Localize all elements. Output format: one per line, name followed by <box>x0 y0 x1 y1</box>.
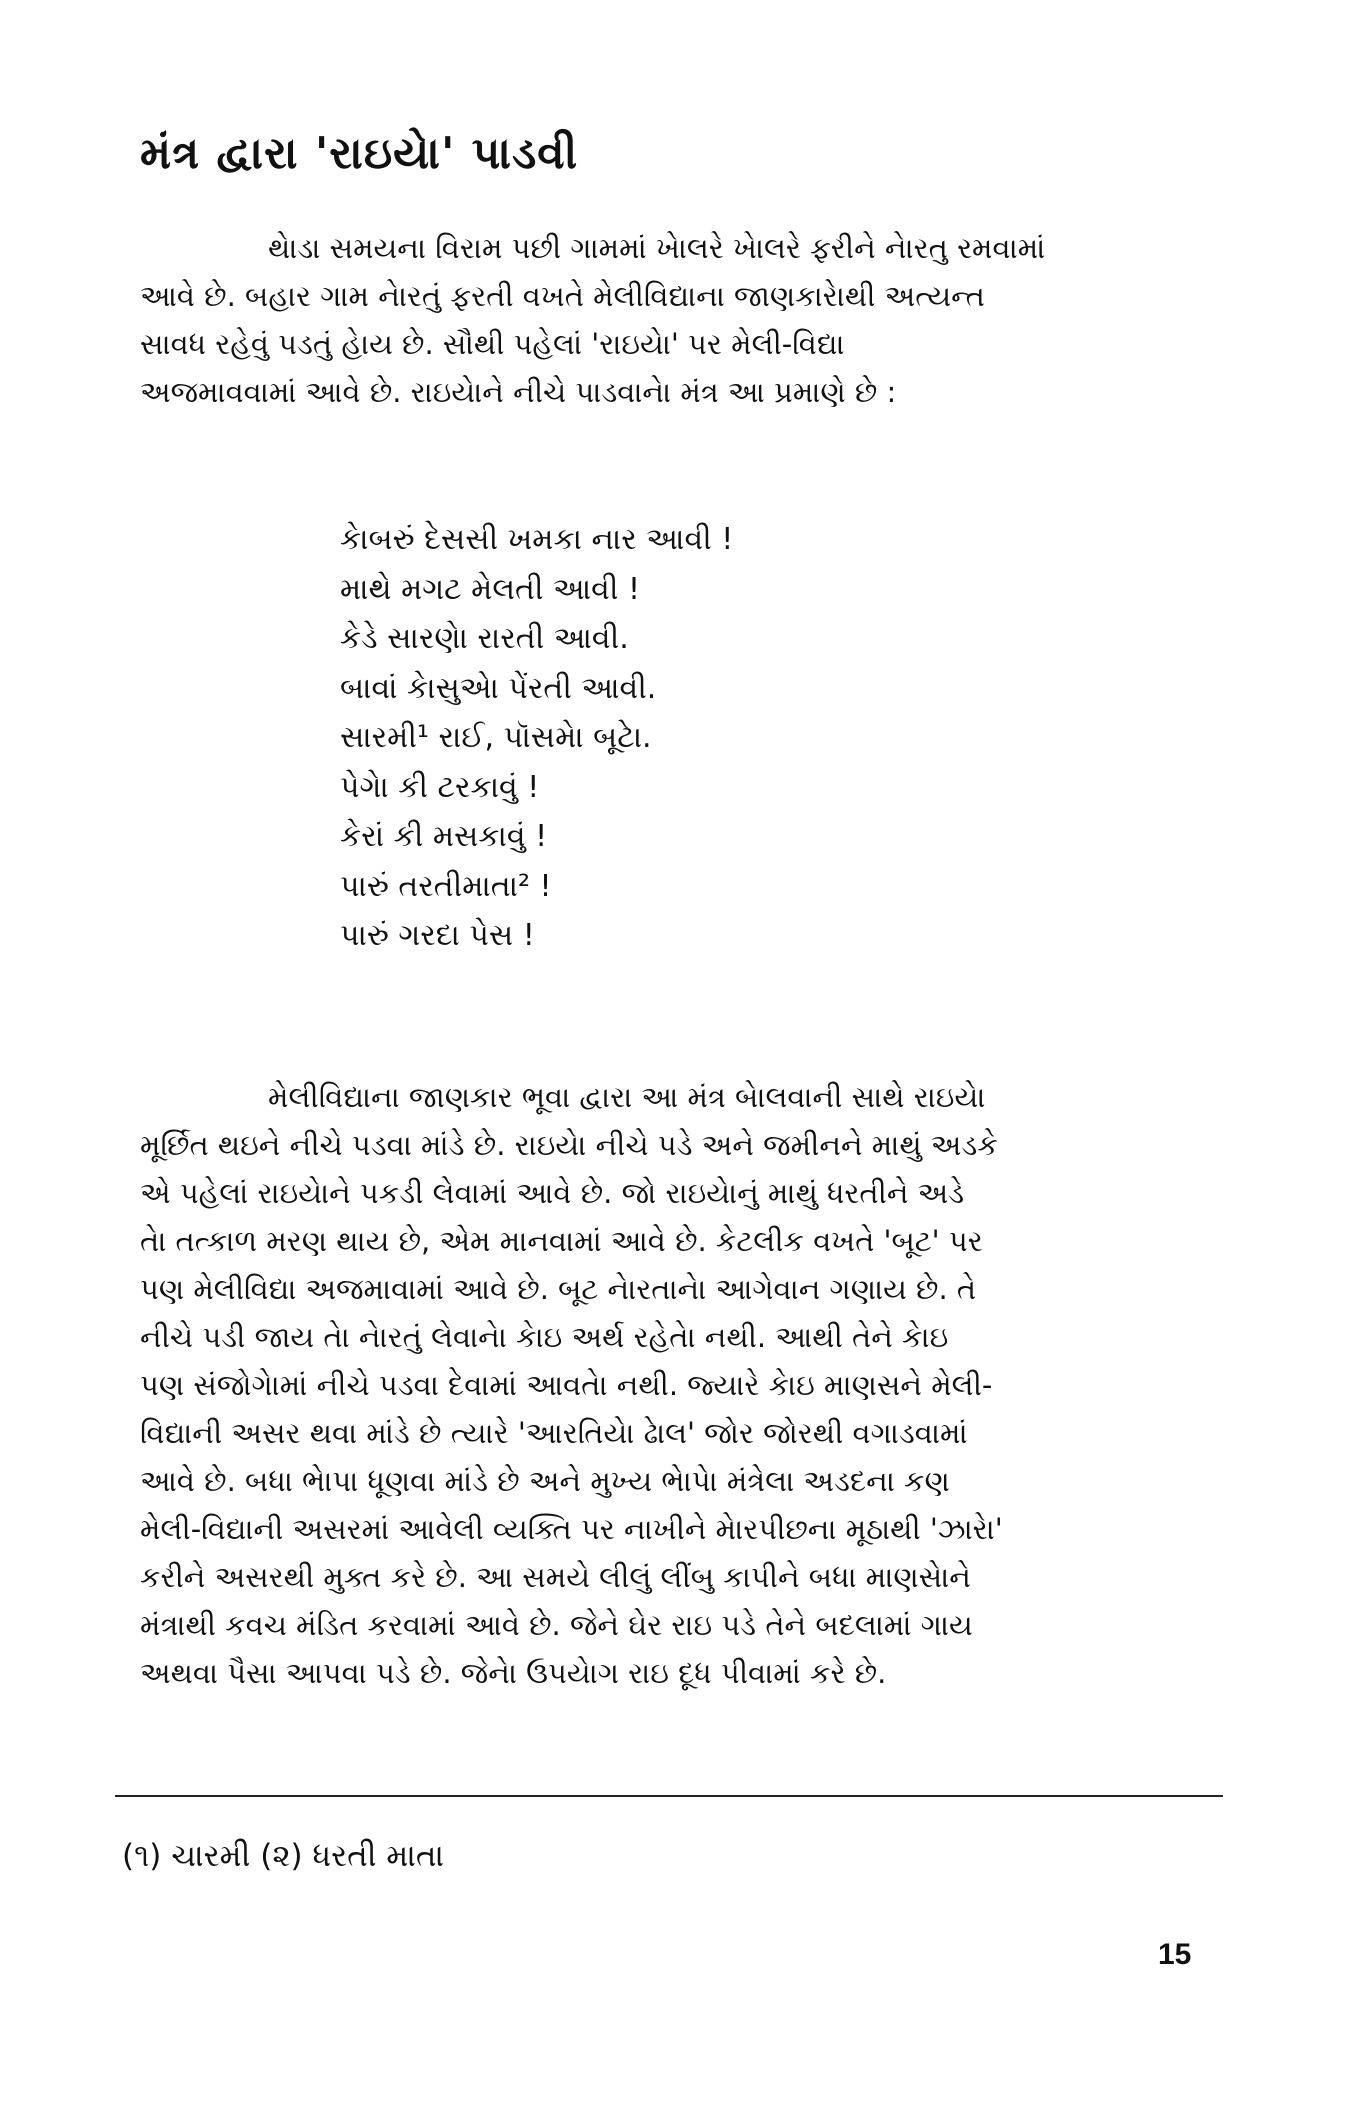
page-heading: મંત્ર દ્વારા 'રાઇયેા' પાડવી <box>140 128 579 179</box>
intro-line: અજમાવવામાં આવે છે. રાઇયેાને નીચે પાડવાનેા મંત્ર આ પ્રમાણે છે : <box>140 375 897 409</box>
body-line: મૂર્છિત થઇને નીચે પડવા માંડે છે. રાઇયેા નીચે પડે અને જમીનને માથું અડકે <box>140 1128 998 1162</box>
mantra-line: બાવાં કેાસુએા પેંરતી આવી. <box>340 670 657 706</box>
body-line: અથવા પૈસા આપવા પડે છે. જેનેા ઉપયેાગ રાઇ દૂધ પીવામાં કરે છે. <box>140 1656 887 1690</box>
mantra-line: કેાબરું દેસસી ખમકા નાર આવી ! <box>340 522 734 557</box>
body-line: એ પહેલાં રાઇયેાને પકડી લેવામાં આવે છે. જો રાઇયેાનું માથું ધરતીને અડે <box>140 1176 965 1210</box>
mantra-line: પારું ગરદા પેસ ! <box>340 918 535 953</box>
body-line: વિદ્યાની અસર થવા માંડે છે ત્યારે 'આરતિયેા ઢેાલ' જોર જોરથી વગાડવામાં <box>140 1416 968 1450</box>
body-line: મેલીવિદ્યાના જાણકાર ભૂવા દ્વારા આ મંત્ર બેાલવાની સાથે રાઇયેા <box>268 1080 986 1114</box>
mantra-line: સારમી¹ રાઈ, પૉસમેા બૂટેા. <box>340 720 652 755</box>
intro-line: સાવધ રહેવું પડતું હેાય છે. સૌથી પહેલાં 'રાઇયેા' પર મેલી-વિદ્યા <box>140 327 845 361</box>
mantra-line: માથે મગટ મેલતી આવી ! <box>340 571 641 607</box>
footnote: (૧) ચારમી (૨) ધરતી માતા <box>122 1838 445 1874</box>
mantra-line: પેગેા કી ટરકાવું ! <box>340 769 540 805</box>
body-line: પણ મેલીવિદ્યા અજમાવામાં આવે છે. બૂટ નેારતાનેા આગેવાન ગણાય છે. તે <box>140 1272 977 1306</box>
footnote-divider <box>115 1795 1223 1797</box>
intro-line: થેાડા સમયના વિરામ પછી ગામમાં ખેાલરે ખેાલરે ફરીને નેારતુ રમવામાં <box>268 231 1046 265</box>
body-line: તેા તત્કાળ મરણ થાય છે, એમ માનવામાં આવે છે. કેટલીક વખતે 'બૂટ' પર <box>140 1224 983 1258</box>
mantra-line: કેડે સારણેા રારતી આવી. <box>340 621 629 656</box>
mantra-line: કેરાં કી મસકાવું ! <box>340 819 548 854</box>
intro-paragraph <box>140 224 1228 416</box>
body-line: પણ સંજોગેામાં નીચે પડવા દેવામાં આવતેા નથી. જ્યારે કેાઇ માણસને મેલી- <box>140 1368 993 1402</box>
mantra-verse <box>340 515 733 961</box>
body-line: મેલી-વિદ્યાની અસરમાં આવેલી વ્યક્તિ પર નાખીને મેારપીછના મૂઠાથી 'ઝારેા' <box>140 1512 1003 1546</box>
intro-line: આવે છે. બહાર ગામ નેારતું ફરતી વખતે મેલીવિદ્યાના જાણકારેાથી અત્યન્ત <box>140 279 985 313</box>
body-line: મંત્રાથી કવચ મંડિત કરવામાં આવે છે. જેને ઘેર રાઇ પડે તેને બદલામાં ગાય <box>140 1608 973 1642</box>
body-line: કરીને અસરથી મુક્ત કરે છે. આ સમયે લીલું લીંબુ કાપીને બધા માણસેાને <box>140 1560 971 1594</box>
body-line: નીચે પડી જાય તેા નેારતું લેવાનેા કેાઇ અર્થ રહેતેા નથી. આથી તેને કેાઇ <box>140 1320 949 1354</box>
mantra-line: પારું તરતીમાતા² ! <box>340 868 552 904</box>
page-number: 15 <box>1158 1938 1192 1971</box>
body-paragraph <box>140 1073 1228 1697</box>
body-line: આવે છે. બધા ભેાપા ધૂણવા માંડે છે અને મુખ્ય ભેાપેા મંત્રેલા અડદના કણ <box>140 1464 950 1498</box>
